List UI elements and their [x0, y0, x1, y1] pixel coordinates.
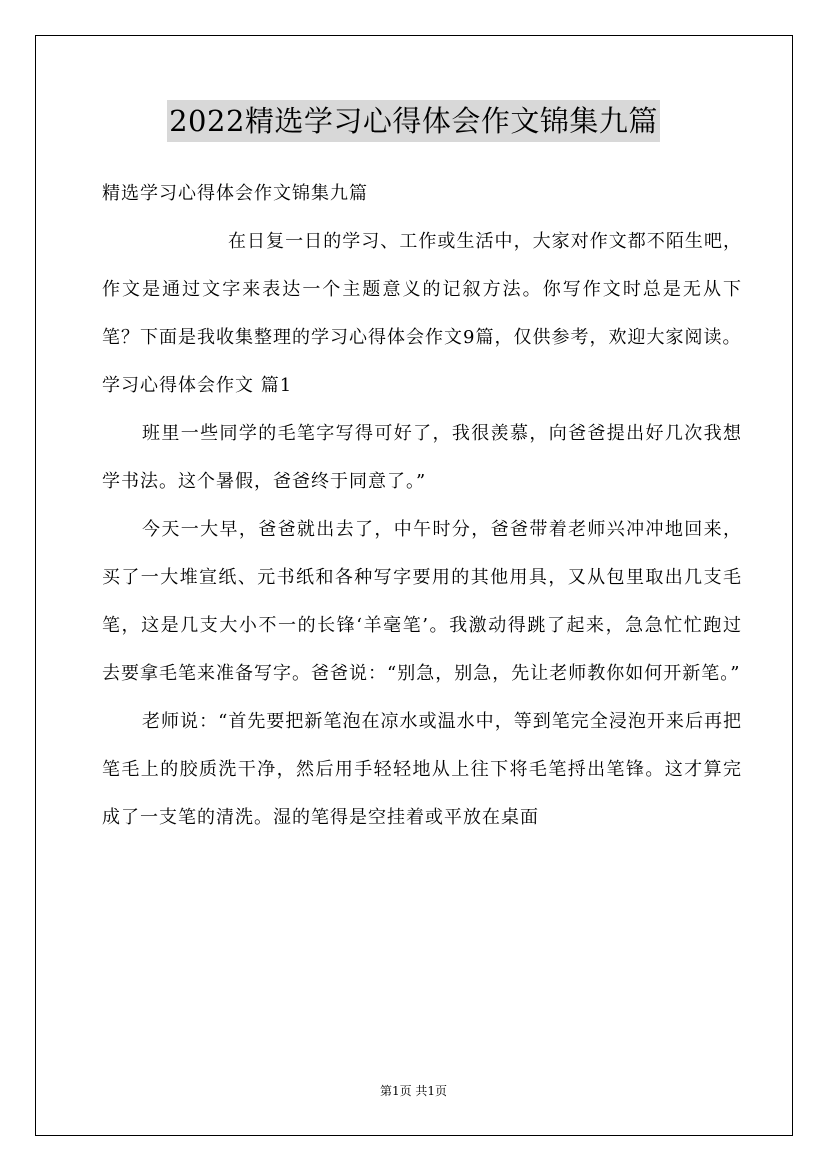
section-heading: 学习心得体会作文 篇1 — [102, 375, 293, 396]
body-paragraph-3: 老师说：“首先要把新笔泡在凉水或温水中，等到笔完全浸泡开来后再把笔毛上的胶质洗干净，然后用手轻轻地从上往下将毛笔捋出笔锋。这才算完成了一支笔的清洗。湿的笔得是空挂着或平放在桌面 — [102, 711, 742, 828]
intro-paragraph: 在日复一日的学习、工作或生活中，大家对作文都不陌生吧，作文是通过文字来表达一个主题意义的记叙方法。你写作文时总是无从下笔？下面是我收集整理的学习心得体会作文9篇，仅供参考，欢迎大家阅读。 — [102, 231, 742, 348]
document-subtitle: 精选学习心得体会作文锦集九篇 — [102, 183, 368, 204]
body-paragraph-1: 班里一些同学的毛笔字写得可好了，我很羡慕，向爸爸提出好几次我想学书法。这个暑假，爸爸终于同意了。” — [102, 423, 742, 492]
document-title: 2022精选学习心得体会作文锦集九篇 — [167, 100, 660, 142]
body-paragraph-2: 今天一大早，爸爸就出去了，中午时分，爸爸带着老师兴冲冲地回来，买了一大堆宣纸、元书纸和各种写字要用的其他用具，又从包里取出几支毛笔，这是几支大小不一的长锋‘羊毫笔’。我激动得跳了起来，急急忙忙跑过去要拿毛笔来准备写字。爸爸说：“别急，别急，先让老师教你如何开新笔。” — [102, 519, 742, 684]
title-container — [0, 100, 827, 142]
page-footer: 第1页 共1页 — [379, 1084, 448, 1098]
document-body — [102, 170, 742, 842]
